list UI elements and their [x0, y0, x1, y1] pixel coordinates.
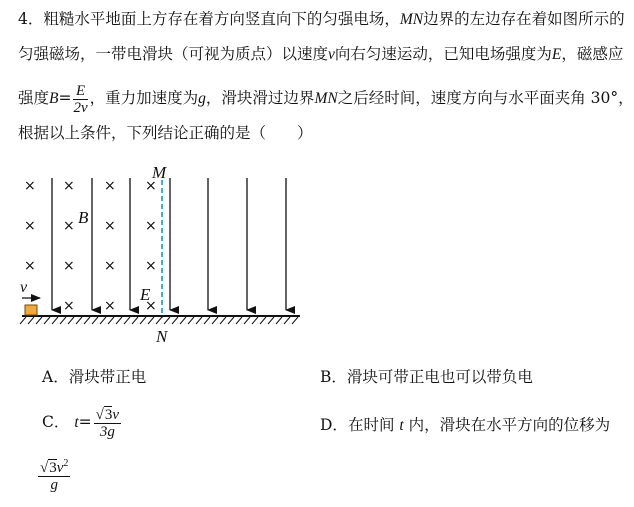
option-a[interactable]: A．滑块带正电 — [42, 368, 147, 386]
fraction-b: $\frac{E}{2v}$ — [73, 82, 88, 116]
cross-mark: × — [24, 218, 36, 234]
option-d-answer — [36, 456, 72, 493]
cross-mark: × — [24, 258, 36, 274]
label-m: M — [152, 163, 167, 182]
hatch-mark — [196, 317, 202, 324]
hatch-mark — [276, 317, 282, 324]
hatch-mark — [68, 317, 74, 324]
option-b[interactable]: B．滑块可带正电也可以带负电 — [320, 368, 533, 386]
label-n: N — [156, 327, 168, 346]
hatch-mark — [84, 317, 90, 324]
cross-mark: × — [63, 298, 75, 314]
hatch-mark — [228, 317, 234, 324]
hatch-mark — [60, 317, 66, 324]
option-d[interactable]: D．在时间 t 内，滑块在水平方向的位移为 — [320, 416, 611, 434]
cross-mark: × — [145, 178, 157, 194]
magnetic-field-crosses — [24, 178, 157, 314]
cross-mark: × — [24, 178, 36, 194]
hatch-mark — [188, 317, 194, 324]
hatch-mark — [284, 317, 290, 324]
option-c[interactable]: C． t= $\frac{√3v}{3g}$ — [42, 406, 120, 440]
fraction-d: $\frac{√3v^2}{g}$ — [40, 458, 69, 493]
hatch-mark — [28, 317, 34, 324]
cross-mark: × — [104, 298, 116, 314]
label-b: B — [78, 208, 89, 227]
cross-mark: × — [145, 298, 157, 314]
cross-mark: × — [145, 218, 157, 234]
sqrt-symbol: √ — [95, 406, 104, 423]
hatch-mark — [140, 317, 146, 324]
ground-hatching — [20, 317, 298, 324]
hatch-mark — [252, 317, 258, 324]
hatch-mark — [268, 317, 274, 324]
hatch-mark — [260, 317, 266, 324]
hatch-mark — [204, 317, 210, 324]
label-e: E — [140, 285, 151, 304]
question-line-1: 4．粗糙水平地面上方存在着方向竖直向下的匀强电场，MN边界的左边存在着如图所示的 — [18, 10, 625, 28]
hatch-mark — [100, 317, 106, 324]
hatch-mark — [132, 317, 138, 324]
hatch-mark — [124, 317, 130, 324]
hatch-mark — [180, 317, 186, 324]
cross-mark: × — [63, 258, 75, 274]
hatch-mark — [44, 317, 50, 324]
hatch-mark — [108, 317, 114, 324]
hatch-mark — [156, 317, 162, 324]
question-line-3: 强度B= $\frac{E}{2v}$ ，重力加速度为g，滑块滑过边界MN之后经时间，速度方向与水平面夹角 30°， — [18, 82, 634, 116]
hatch-mark — [172, 317, 178, 324]
hatch-mark — [116, 317, 122, 324]
cross-mark: × — [145, 258, 157, 274]
cross-mark: × — [104, 178, 116, 194]
hatch-mark — [244, 317, 250, 324]
hatch-mark — [20, 317, 26, 324]
hatch-mark — [292, 317, 298, 324]
question-line-4: 根据以上条件，下列结论正确的是（ ） — [18, 124, 313, 142]
hatch-mark — [52, 317, 58, 324]
hatch-mark — [148, 317, 154, 324]
hatch-mark — [220, 317, 226, 324]
question-line-2: 匀强磁场，一带电滑块（可视为质点）以速度v向右匀速运动，已知电场强度为E，磁感应 — [18, 45, 624, 63]
question-number: 4． — [18, 10, 44, 28]
cross-mark: × — [104, 258, 116, 274]
hatch-mark — [92, 317, 98, 324]
cross-mark: × — [104, 218, 116, 234]
hatch-mark — [76, 317, 82, 324]
hatch-mark — [236, 317, 242, 324]
hatch-mark — [212, 317, 218, 324]
sliding-block — [25, 305, 37, 315]
sqrt-symbol: √ — [40, 460, 49, 476]
hatch-mark — [164, 317, 170, 324]
label-v: v — [20, 279, 28, 296]
hatch-mark — [36, 317, 42, 324]
cross-mark: × — [63, 178, 75, 194]
cross-mark: × — [63, 218, 75, 234]
fraction-c: $\frac{√3v}{3g}$ — [95, 406, 120, 440]
